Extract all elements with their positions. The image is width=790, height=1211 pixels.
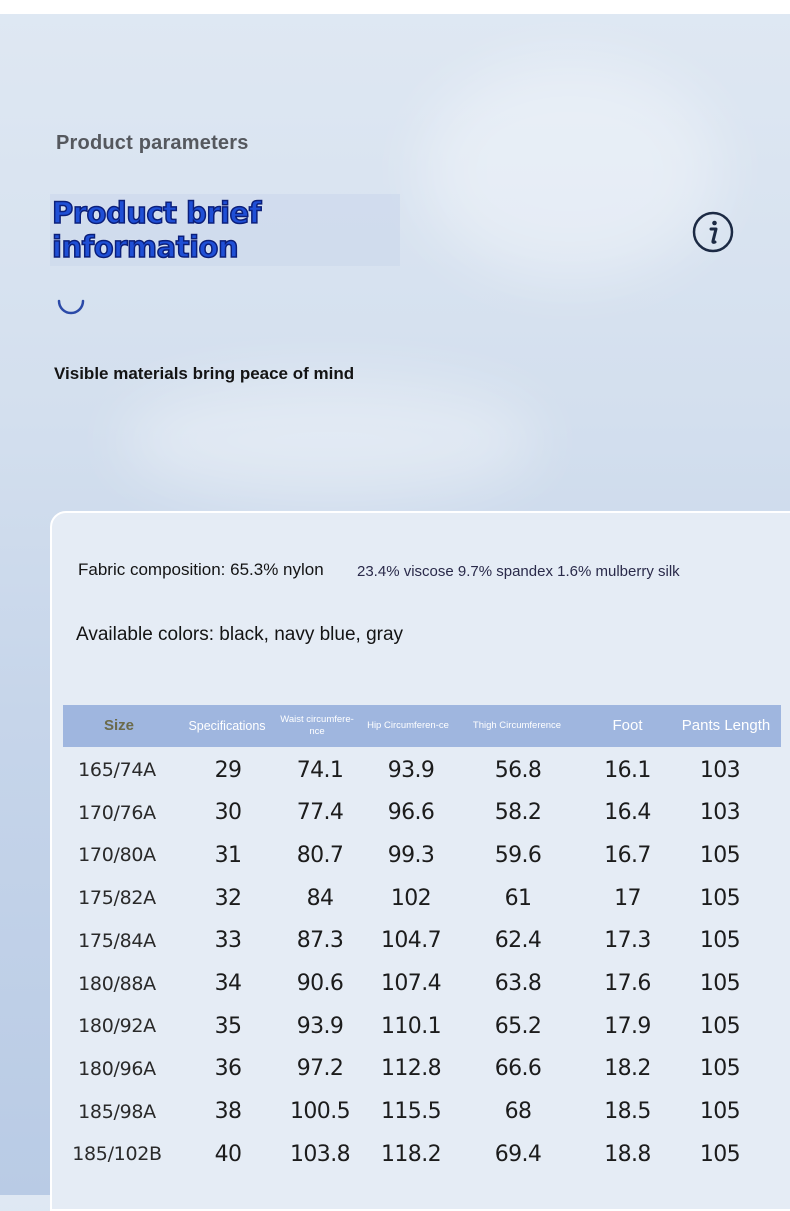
fabric-composition-text: Fabric composition: 65.3% nylon (78, 560, 324, 579)
header-thigh: Thigh Circumference (472, 720, 562, 731)
cell-size: 170/80A (78, 844, 156, 867)
cell-hip: 112.8 (381, 1056, 441, 1082)
cell-pants-length: 105 (699, 842, 741, 868)
table-row (63, 1048, 781, 1090)
header-pants-length: Pants Length (681, 717, 771, 734)
cell-waist: 84 (306, 885, 334, 911)
cell-hip: 93.9 (387, 757, 435, 783)
table-row (63, 1005, 781, 1047)
cell-foot: 16.7 (604, 842, 651, 868)
cell-size: 165/74A (78, 759, 156, 781)
cell-thigh: 65.2 (494, 1013, 542, 1039)
cell-pants-length: 105 (699, 1013, 741, 1039)
table-row (63, 1133, 781, 1175)
cell-foot: 17.6 (604, 971, 651, 996)
cell-size: 180/88A (78, 972, 156, 995)
cell-thigh: 63.8 (494, 971, 542, 996)
section-label: Product parameters (56, 132, 249, 154)
cell-thigh: 58.2 (494, 800, 542, 826)
cell-pants-length: 103 (699, 800, 741, 826)
cell-waist: 103.8 (290, 1141, 350, 1167)
cell-specification: 35 (214, 1013, 242, 1039)
tagline: Visible materials bring peace of mind (54, 364, 355, 383)
available-colors-text: Available colors: black, navy blue, gray (76, 624, 404, 645)
cell-size: 185/98A (78, 1100, 156, 1123)
table-row (63, 1091, 781, 1133)
cell-thigh: 69.4 (494, 1141, 542, 1167)
cell-size: 185/102B (72, 1143, 162, 1166)
cell-pants-length: 103 (699, 757, 741, 783)
cell-hip: 104.7 (381, 928, 441, 954)
cell-specification: 36 (214, 1056, 242, 1082)
brief-title-line1: Product brief (52, 196, 261, 230)
cell-waist: 87.3 (296, 928, 344, 954)
cell-size: 170/76A (78, 801, 156, 824)
cell-foot: 16.4 (604, 800, 651, 826)
cell-specification: 34 (214, 971, 242, 996)
cell-foot: 17.9 (604, 1013, 651, 1039)
cell-waist: 97.2 (296, 1056, 344, 1082)
cell-specification: 31 (214, 842, 242, 868)
cell-pants-length: 105 (699, 1056, 741, 1082)
cell-waist: 93.9 (296, 1013, 344, 1039)
cell-thigh: 62.4 (494, 928, 542, 954)
cell-foot: 18.8 (604, 1141, 651, 1167)
cell-waist: 77.4 (296, 800, 344, 826)
cell-waist: 80.7 (296, 842, 344, 868)
table-row (63, 920, 781, 962)
fabric-composition-continued: 23.4% viscose 9.7% spandex 1.6% mulberry silk (357, 563, 680, 580)
table-row (63, 963, 781, 1005)
cell-waist: 74.1 (296, 757, 344, 783)
cell-foot: 16.1 (604, 757, 651, 783)
cell-thigh: 61 (504, 885, 532, 911)
cell-pants-length: 105 (699, 971, 741, 996)
header-hip: Hip Circumferen-ce (367, 720, 449, 731)
cell-hip: 110.1 (381, 1013, 441, 1039)
cell-foot: 18.2 (604, 1056, 651, 1082)
brief-title-line2: information (52, 230, 239, 264)
table-row (63, 749, 781, 791)
cell-hip: 107.4 (381, 971, 441, 996)
cell-size: 180/92A (78, 1015, 156, 1038)
loading-arc-icon (56, 293, 86, 323)
cell-thigh: 56.8 (494, 757, 542, 783)
table-row (63, 877, 781, 919)
header-size: Size (103, 717, 134, 734)
header-foot: Foot (612, 717, 643, 734)
top-white-strip (0, 0, 790, 14)
cell-specification: 40 (214, 1141, 242, 1167)
cell-hip: 102 (390, 885, 432, 911)
cell-thigh: 68 (504, 1099, 532, 1125)
cell-size: 180/96A (78, 1057, 156, 1080)
cell-pants-length: 105 (699, 885, 741, 911)
cell-thigh: 66.6 (494, 1056, 542, 1082)
cell-foot: 17 (614, 885, 641, 911)
cell-size: 175/82A (78, 887, 156, 910)
header-specifications: Specifications (188, 719, 266, 733)
header-waist: Waist circumfere-nce (280, 714, 354, 737)
cell-hip: 118.2 (381, 1141, 441, 1167)
brief-title (52, 196, 261, 264)
info-circle-icon (692, 211, 734, 253)
cell-waist: 100.5 (290, 1099, 350, 1125)
table-row (63, 834, 781, 876)
cell-hip: 96.6 (387, 800, 435, 826)
background-haze (420, 60, 720, 280)
cell-hip: 99.3 (387, 842, 435, 868)
cell-waist: 90.6 (296, 971, 344, 996)
cell-foot: 18.5 (604, 1099, 651, 1125)
cell-size: 175/84A (78, 929, 156, 952)
cell-specification: 30 (214, 800, 242, 826)
cell-pants-length: 105 (699, 1141, 741, 1167)
cell-pants-length: 105 (699, 1099, 741, 1125)
cell-thigh: 59.6 (494, 842, 542, 868)
cell-specification: 32 (214, 885, 242, 911)
cell-foot: 17.3 (604, 928, 651, 954)
cell-specification: 29 (214, 757, 242, 783)
background-haze (120, 380, 540, 500)
table-row (63, 792, 781, 834)
cell-hip: 115.5 (381, 1099, 441, 1125)
cell-pants-length: 105 (699, 928, 741, 954)
cell-specification: 38 (214, 1099, 242, 1125)
cell-specification: 33 (214, 928, 242, 954)
